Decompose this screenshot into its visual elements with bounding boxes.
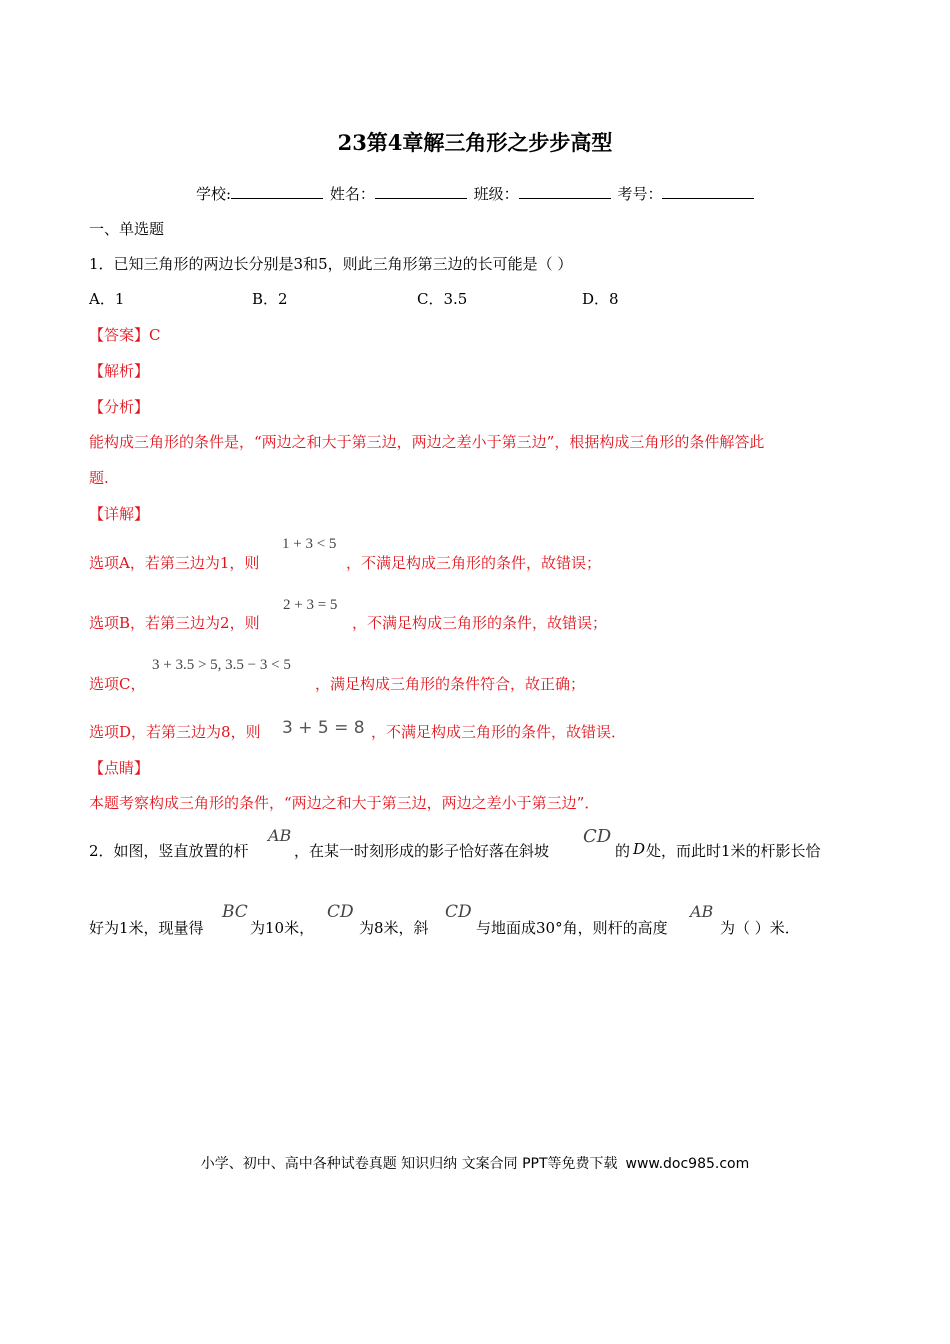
student-info-line (196, 183, 756, 204)
footer-text: 小学、初中、高中各种试卷真题 知识归纳 文案合同 PPT等免费下载 (200, 1156, 618, 1172)
q1-detail-a-post: ，不满足构成三角形的条件，故错误； (346, 554, 602, 572)
q1-option-d: D．8 (582, 290, 619, 308)
q2-line2-part5: 为（ ）米． (720, 919, 800, 937)
name-blank (375, 184, 467, 199)
name-label: 姓名： (329, 185, 375, 203)
q1-detail-b-post: ，不满足构成三角形的条件，故错误； (352, 614, 608, 632)
page-footer (0, 1153, 950, 1173)
q1-fenxi-text-line1: 能构成三角形的条件是，“两边之和大于第三边，两边之差小于第三边”，根据构成三角形的条件解答此 (89, 433, 765, 451)
q2-math-cd-2: CD (327, 902, 354, 922)
q1-detail-c-math: 3 + 3.5 > 5, 3.5 − 3 < 5 (152, 657, 291, 673)
q1-option-a: A．1 (89, 290, 125, 308)
exam-number-label: 考号： (617, 185, 663, 203)
q1-answer: 【答案】C (89, 326, 161, 344)
school-label: 学校: (196, 185, 232, 203)
q1-detail-a-pre: 选项A，若第三边为1，则 (89, 554, 260, 572)
q1-dianjing-heading: 【点睛】 (89, 759, 150, 777)
q1-detail-b-math: 2 + 3 = 5 (283, 597, 338, 613)
q1-detail-d-post: ，不满足构成三角形的条件，故错误． (371, 723, 627, 741)
q1-detail-d-pre: 选项D，若第三边为8，则 (89, 723, 261, 741)
q2-math-ab: AB (268, 826, 292, 845)
q2-math-cd-3: CD (445, 902, 472, 922)
q2-line2-part2: 为10米， (250, 919, 315, 937)
q2-line2-part4: 与地面成30°角，则杆的高度 (476, 919, 668, 937)
q2-point-d: D (633, 840, 646, 858)
q2-text-part2: ，在某一时刻形成的影子恰好落在斜坡 (294, 842, 550, 860)
q1-option-b: B．2 (252, 290, 288, 308)
q1-stem: 1．已知三角形的两边长分别是3和5，则此三角形第三边的长可能是（ ） (89, 255, 573, 273)
q1-detail-c-pre: 选项C， (89, 675, 146, 693)
footer-url[interactable]: www.doc985.com (625, 1156, 750, 1172)
exam-number-blank (662, 184, 754, 199)
school-blank (231, 184, 323, 199)
q1-detail-a-math: 1 + 3 < 5 (282, 536, 337, 552)
q1-detail-c-post: ，满足构成三角形的条件符合，故正确； (315, 675, 586, 693)
q2-text-part1: 2．如图，竖直放置的杆 (89, 842, 249, 860)
class-label: 班级： (473, 185, 519, 203)
q1-option-c: C．3.5 (417, 290, 468, 308)
q1-dianjing-text: 本题考察构成三角形的条件，“两边之和大于第三边，两边之差小于第三边”． (89, 794, 600, 812)
section-heading: 一、单选题 (89, 220, 165, 238)
q2-text-part4: 处，而此时1米的杆影长恰 (646, 842, 821, 860)
q1-fenxi-text-line2: 题. (89, 469, 109, 487)
q2-line2-part3: 为8米，斜 (359, 919, 429, 937)
q1-analysis-heading: 【解析】 (89, 362, 150, 380)
q1-detail-heading: 【详解】 (89, 505, 150, 523)
class-blank (519, 184, 611, 199)
q1-fenxi-heading: 【分析】 (89, 398, 150, 416)
q2-math-ab-2: AB (690, 902, 714, 921)
q2-text-part3: 的 (615, 842, 631, 860)
q2-math-cd: CD (583, 826, 612, 847)
page-title: 23第4章解三角形之步步高型 (337, 130, 613, 155)
q2-line2-part1: 好为1米，现量得 (89, 919, 204, 937)
q2-math-bc: BC (222, 902, 248, 922)
q1-detail-d-math: 3 + 5 = 8 (282, 718, 365, 738)
q1-detail-b-pre: 选项B，若第三边为2，则 (89, 614, 260, 632)
